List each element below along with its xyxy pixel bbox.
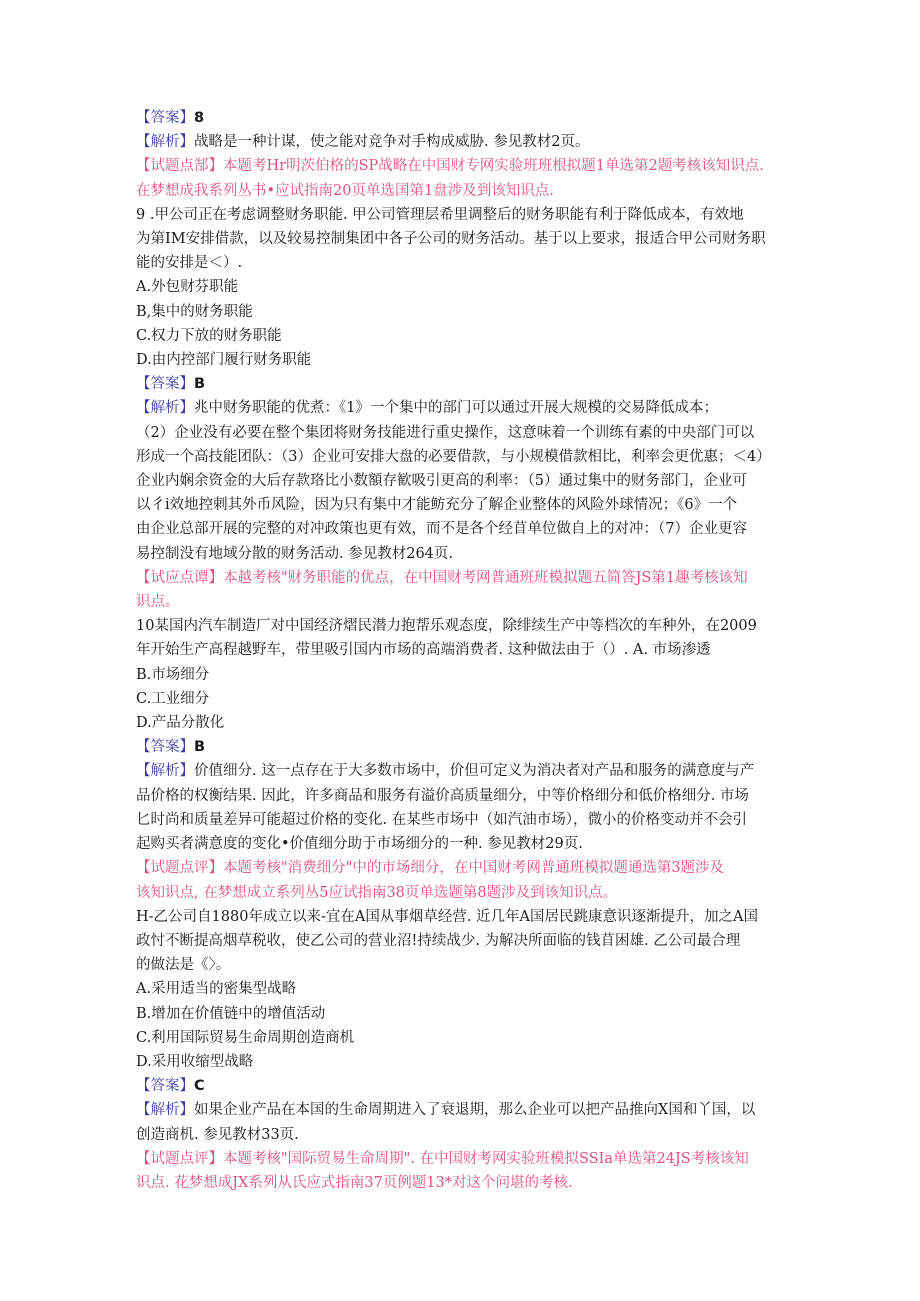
q9-analysis-line-6: 由企业总部开展的完整的对冲政策也更有效，而不是各个经苜单位做自上的对冲：（7）企业更容 bbox=[136, 521, 747, 538]
q10-analysis-line-1: 【解析】价值细分. 这一点存在于大多数市场中，价但可定义为消决者对产品和服务的满意度与产 bbox=[136, 763, 755, 780]
q11-option-d: D.采用收缩型战略 bbox=[136, 1053, 254, 1070]
q10-stem-line-1: 10某国内汽车制造厂对中国经济熠民潜力抱帮乐观态度，除绯续生产中等档次的车种外，在2009 bbox=[136, 618, 757, 635]
analysis-tag: 【解析】 bbox=[136, 134, 194, 151]
q11-analysis-line-2: 创造商机. 参见教材33页. bbox=[136, 1126, 299, 1143]
q9-stem-line-3: 能的安排是＜）. bbox=[136, 255, 243, 272]
q9-option-c: C.权力下放的财务职能 bbox=[136, 327, 282, 344]
analysis-tag: 【解析】 bbox=[136, 1102, 194, 1119]
q9-analysis-line-3: 形成一个高技能团队：（3）企业可安排大盘的必要借款，与小规模借款相比，利率会更优惠；＜4） bbox=[136, 448, 771, 465]
q11-option-c: C.利用国际贸易生命周期创造商机 bbox=[136, 1029, 355, 1046]
q8-answer-line bbox=[136, 106, 786, 130]
q9-answer: B bbox=[194, 376, 206, 393]
q11-answer: C bbox=[194, 1078, 205, 1095]
q10-option-b: B.市场细分 bbox=[136, 666, 210, 683]
q9-option-b: B,集中的财务职能 bbox=[136, 303, 253, 320]
q10-answer: B bbox=[194, 739, 206, 756]
q11-stem-line-3: 的做法是《〉。 bbox=[136, 957, 231, 974]
q11-point-line-1: 【试题点评】本题考核"国际贸易生命周期". 在中国财考网实验班模拟SSIa单选第24JS考核该知 bbox=[136, 1150, 749, 1167]
point-tag: 【试应点谭】 bbox=[136, 569, 223, 586]
q8-point-line-1: 【试题点郜】本题考Hr明茨伯格的SP战略在中国财专网实验班班根拟题1单选第2题考核该知识点. bbox=[136, 158, 764, 175]
document-page bbox=[136, 106, 786, 1195]
q8-answer: 8 bbox=[194, 110, 205, 126]
q9-analysis-line-1: 【解析】兆中财务职能的优煮：《1》一个集中的部门可以通过开展大规模的交易降低成本； bbox=[136, 400, 718, 417]
q9-analysis-line-5: 以彳i效地控剌其外币风险，因为只有集中才能鲂充分了解企业整体的风险外球情况；《6》一个 bbox=[136, 497, 738, 514]
answer-tag: 【答案】 bbox=[136, 110, 194, 126]
q10-point-line-2: 该知识点, 在梦想成立系列丛5应试指南38页单选题第8题涉及到该知识点。 bbox=[136, 884, 618, 901]
q9-answer-line bbox=[136, 372, 786, 396]
q11-option-a: A.采用适当的密集型战略 bbox=[136, 981, 297, 998]
q11-point-line-2: 识点. 花梦想成JX系列从氏应式指南37页例题13*对这个问堪的考核. bbox=[136, 1174, 573, 1191]
q9-analysis-line-2: （2）企业没有必要在整个集团将财务技能进行重史操作，这意味着一个训练有素的中央部门可以 bbox=[136, 424, 755, 441]
point-tag: 【试题点评】 bbox=[136, 860, 223, 877]
q10-analysis-line-2: 品价格的权衡结果. 因此，许多商品和服务有溢价高质量细分，中等价格细分和低价格细分. 市场 bbox=[136, 787, 749, 804]
answer-tag: 【答案】 bbox=[136, 739, 194, 756]
q11-option-b: B.增加在价值链中的增值活动 bbox=[136, 1005, 326, 1022]
q11-answer-line bbox=[136, 1074, 786, 1098]
q9-stem-line-2: 为第IM安排借款，以及较易控制集团中各子公司的财务活动。基于以上要求，报适合甲公司财务职 bbox=[136, 231, 766, 248]
q11-stem-line-2: 政忖不断提高烟草税收，使乙公司的营业沼!持续战少. 为解决所面临的钱苜困雄. 乙公司最合理 bbox=[136, 932, 741, 949]
analysis-tag: 【解析】 bbox=[136, 400, 194, 417]
q9-analysis-line-4: 企业内娴余资金的大后存款珞比小数額存歓吸引更高的利率：（5）通过集中的财务部门，企业可 bbox=[136, 473, 747, 490]
q10-answer-line bbox=[136, 735, 786, 759]
q10-point-line-1: 【试题点评】本题考核"消费细分"中的市场细分，在中国财考网普通班模拟题通选第3题涉及 bbox=[136, 860, 725, 877]
q10-analysis-line-3: 匕时尚和质量差异可能超过价格的变化. 在某些市场中（如汽油市场），微小的价格变动并不会引 bbox=[136, 811, 747, 828]
analysis-tag: 【解析】 bbox=[136, 763, 194, 780]
q9-point-line-1: 【试应点谭】本越考核"财务职能的优点，在中国财考网普通班班模拟题五简答JS第1趣考核该知 bbox=[136, 569, 748, 586]
q9-option-a: A.外包财芬职能 bbox=[136, 279, 239, 296]
q9-stem-line-1: 9 .甲公司正在考虑调整财务职能. 甲公司管理层希里调整后的财务职能有利于降低成本，有效地 bbox=[136, 206, 744, 223]
q8-analysis-line bbox=[136, 130, 786, 154]
q8-point-line-2: 在梦想成我系列丛书•应试指南20页单选国第1盘涉及到该知识点. bbox=[136, 182, 554, 199]
q9-point-line-2: 识点。 bbox=[136, 594, 180, 611]
q10-stem-line-2: 年开始生产高程越野车，带里吸引国内市场的高端消费者. 这种做法由于（）. A. 市场渗透 bbox=[136, 642, 711, 659]
q9-analysis-line-7: 易控制没有地域分散的财务活动. 参见教材264页. bbox=[136, 545, 454, 562]
point-tag: 【试题点评】 bbox=[136, 1150, 223, 1167]
q10-option-d: D.产品分散化 bbox=[136, 715, 225, 732]
q11-analysis-line-1: 【解析】如果企业产品在本国的生命周期进入了衰退期，那么企业可以把产品推向X国和丫国，以 bbox=[136, 1102, 756, 1119]
answer-tag: 【答案】 bbox=[136, 376, 194, 393]
answer-tag: 【答案】 bbox=[136, 1078, 194, 1095]
q11-stem-line-1: H-乙公司自1880年成立以来-宜在A国从事烟草经营. 近几年A国居民跳康意识逐渐提升，加之A国 bbox=[136, 908, 758, 925]
point-tag: 【试题点郜】 bbox=[136, 158, 223, 175]
q8-analysis: 战略是一种计谋，使之能对竞争对手构成威胁. 参见教材2页。 bbox=[194, 134, 590, 151]
q9-option-d: D.由内控部门履行财务职能 bbox=[136, 352, 312, 369]
q10-option-c: C.工业细分 bbox=[136, 690, 210, 707]
q10-analysis-line-4: 起购买者满意度的变化•价值细分助于市场细分的一种. 参见教材29页. bbox=[136, 836, 583, 853]
